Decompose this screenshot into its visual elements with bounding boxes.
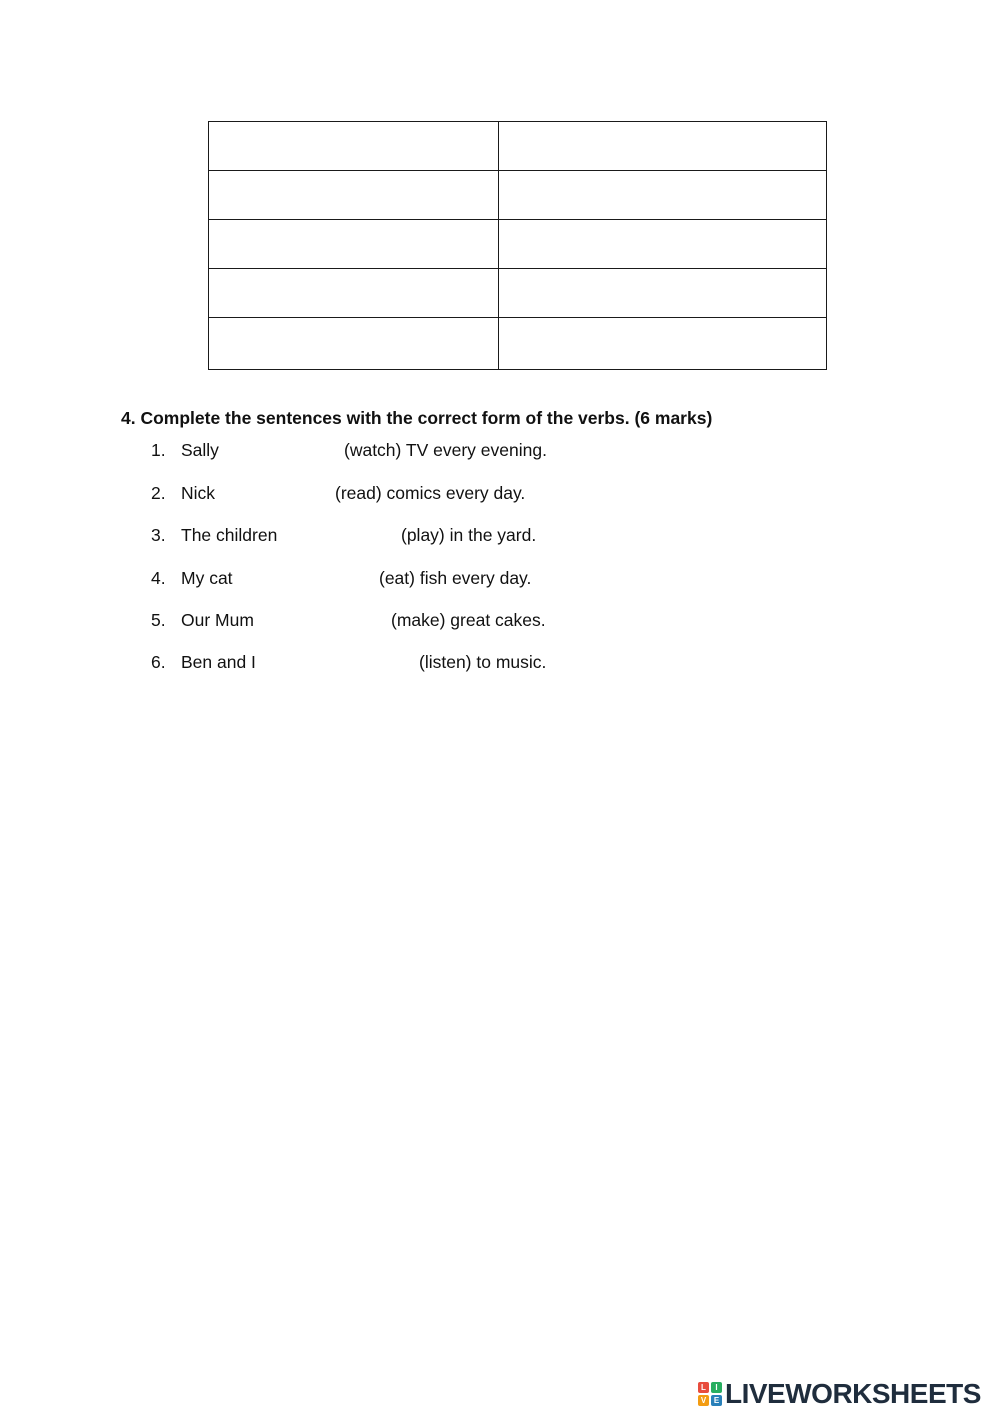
list-item (0, 440, 800, 464)
item-subject: Our Mum (181, 610, 254, 630)
liveworksheets-logo (698, 1380, 981, 1408)
item-number: 5. (151, 610, 166, 630)
item-verb-prompt: (eat) fish every day. (379, 568, 532, 588)
logo-text: LIVEWORKSHEETS (725, 1378, 981, 1409)
item-number: 2. (151, 483, 166, 503)
list-item (0, 610, 800, 634)
item-number: 3. (151, 525, 166, 545)
item-number: 6. (151, 652, 166, 672)
item-subject: The children (181, 525, 278, 545)
section-heading: 4. Complete the sentences with the correct form of the verbs. (6 marks) (121, 408, 713, 428)
item-subject: Sally (181, 440, 219, 460)
item-verb-prompt: (read) comics every day. (335, 483, 526, 503)
item-verb-prompt: (make) great cakes. (391, 610, 546, 630)
logo-mark-letter: V (698, 1395, 709, 1406)
logo-mark-letter: I (711, 1382, 722, 1393)
item-verb-prompt: (play) in the yard. (401, 525, 537, 545)
exercise-list (0, 0, 1000, 700)
logo-mark-letter: L (698, 1382, 709, 1393)
list-item (0, 483, 800, 507)
item-number: 4. (151, 568, 166, 588)
item-subject: Nick (181, 483, 216, 503)
list-item (0, 568, 800, 592)
list-item (0, 652, 800, 676)
logo-mark-letter: E (711, 1395, 722, 1406)
list-item (0, 525, 800, 549)
item-verb-prompt: (watch) TV every evening. (344, 440, 547, 460)
logo-mark-icon (698, 1382, 722, 1406)
item-subject: Ben and I (181, 652, 256, 672)
item-subject: My cat (181, 568, 233, 588)
item-verb-prompt: (listen) to music. (419, 652, 547, 672)
item-number: 1. (151, 440, 166, 460)
